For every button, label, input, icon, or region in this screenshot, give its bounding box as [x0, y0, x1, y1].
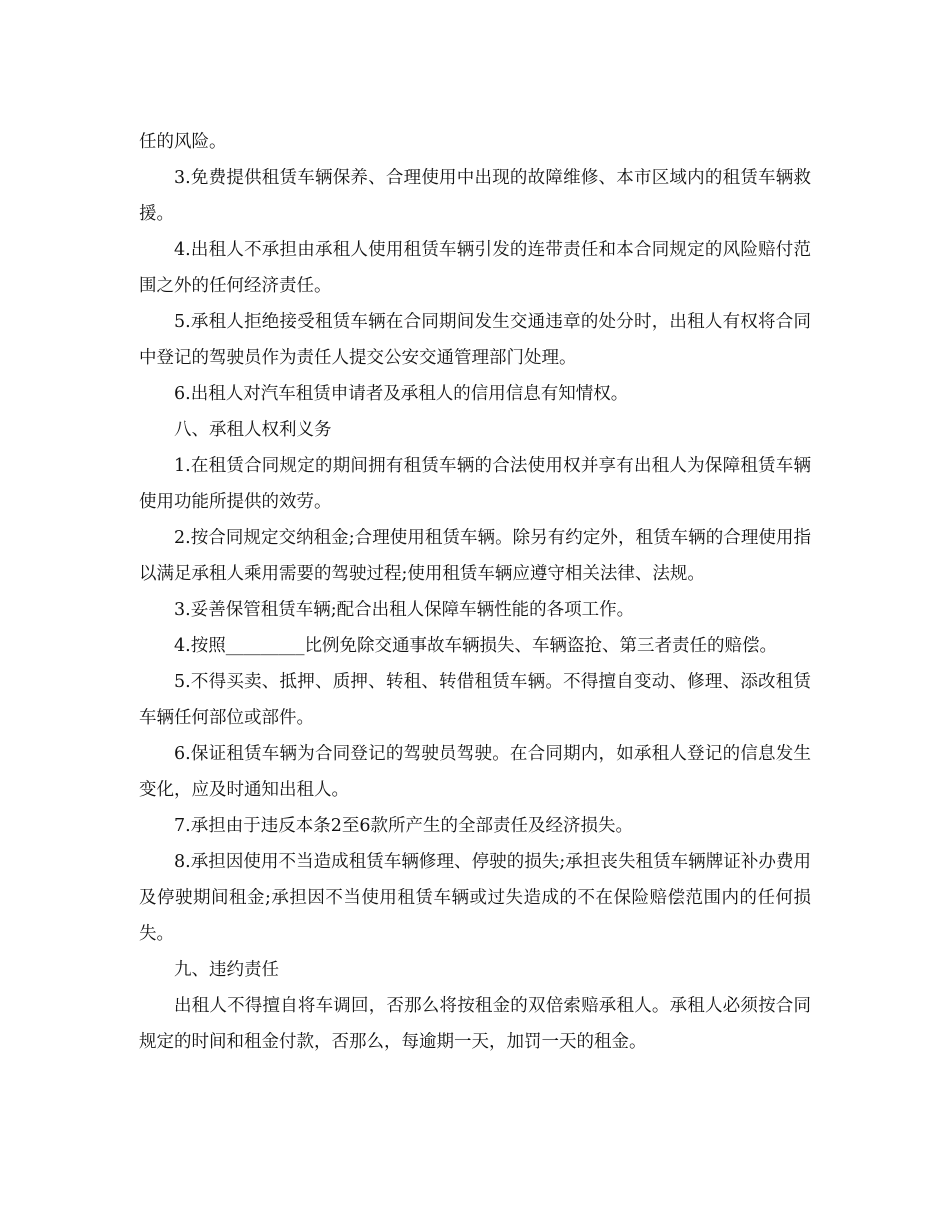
clause-lessee-5: 5.不得买卖、抵押、质押、转租、转借租赁车辆。不得擅自变动、修理、添改租赁车辆任何部位或部件。 [139, 672, 811, 728]
clause-lessee-2: 2.按合同规定交纳租金;合理使用租赁车辆。除另有约定外，租赁车辆的合理使用指以满足承租人乘用需要的驾驶过程;使用租赁车辆应遵守相关法律、法规。 [139, 528, 811, 584]
paragraph-risk-continuation: 任的风险。 [139, 132, 227, 152]
clause-lessee-8: 8.承担因使用不当造成租赁车辆修理、停驶的损失;承担丧失租赁车辆牌证补办费用及停驶期间租金;承担因不当使用租赁车辆或过失造成的不在保险赔偿范围内的任何损失。 [139, 852, 811, 944]
clause-lessee-7: 7.承担由于违反本条2至6款所产生的全部责任及经济损失。 [174, 816, 633, 836]
clause-lessee-4: 4.按照_________比例免除交通事故车辆损失、车辆盗抢、第三者责任的赔偿。 [174, 636, 777, 656]
clause-lessor-3: 3.免费提供租赁车辆保养、合理使用中出现的故障维修、本市区域内的租赁车辆救援。 [139, 168, 811, 224]
clause-lessor-5: 5.承租人拒绝接受租赁车辆在合同期间发生交通违章的处分时，出租人有权将合同中登记的驾驶员作为责任人提交公安交通管理部门处理。 [139, 312, 811, 368]
section-heading-lessee-rights: 八、承租人权利义务 [174, 420, 332, 440]
clause-lessee-6: 6.保证租赁车辆为合同登记的驾驶员驾驶。在合同期内，如承租人登记的信息发生变化，应及时通知出租人。 [139, 744, 811, 800]
document-body [139, 124, 811, 1060]
section-heading-breach-liability: 九、违约责任 [174, 960, 279, 980]
clause-lessee-1: 1.在租赁合同规定的期间拥有租赁车辆的合法使用权并享有出租人为保障租赁车辆使用功能所提供的效劳。 [139, 456, 811, 512]
clause-lessor-4: 4.出租人不承担由承租人使用租赁车辆引发的连带责任和本合同规定的风险赔付范围之外的任何经济责任。 [139, 240, 811, 296]
clause-lessee-3: 3.妥善保管租赁车辆;配合出租人保障车辆性能的各项工作。 [174, 600, 635, 620]
clause-breach-liability: 出租人不得擅自将车调回，否那么将按租金的双倍索赔承租人。承租人必须按合同规定的时间和租金付款，否那么，每逾期一天，加罚一天的租金。 [139, 996, 811, 1052]
clause-lessor-6: 6.出租人对汽车租赁申请者及承租人的信用信息有知情权。 [174, 384, 629, 404]
